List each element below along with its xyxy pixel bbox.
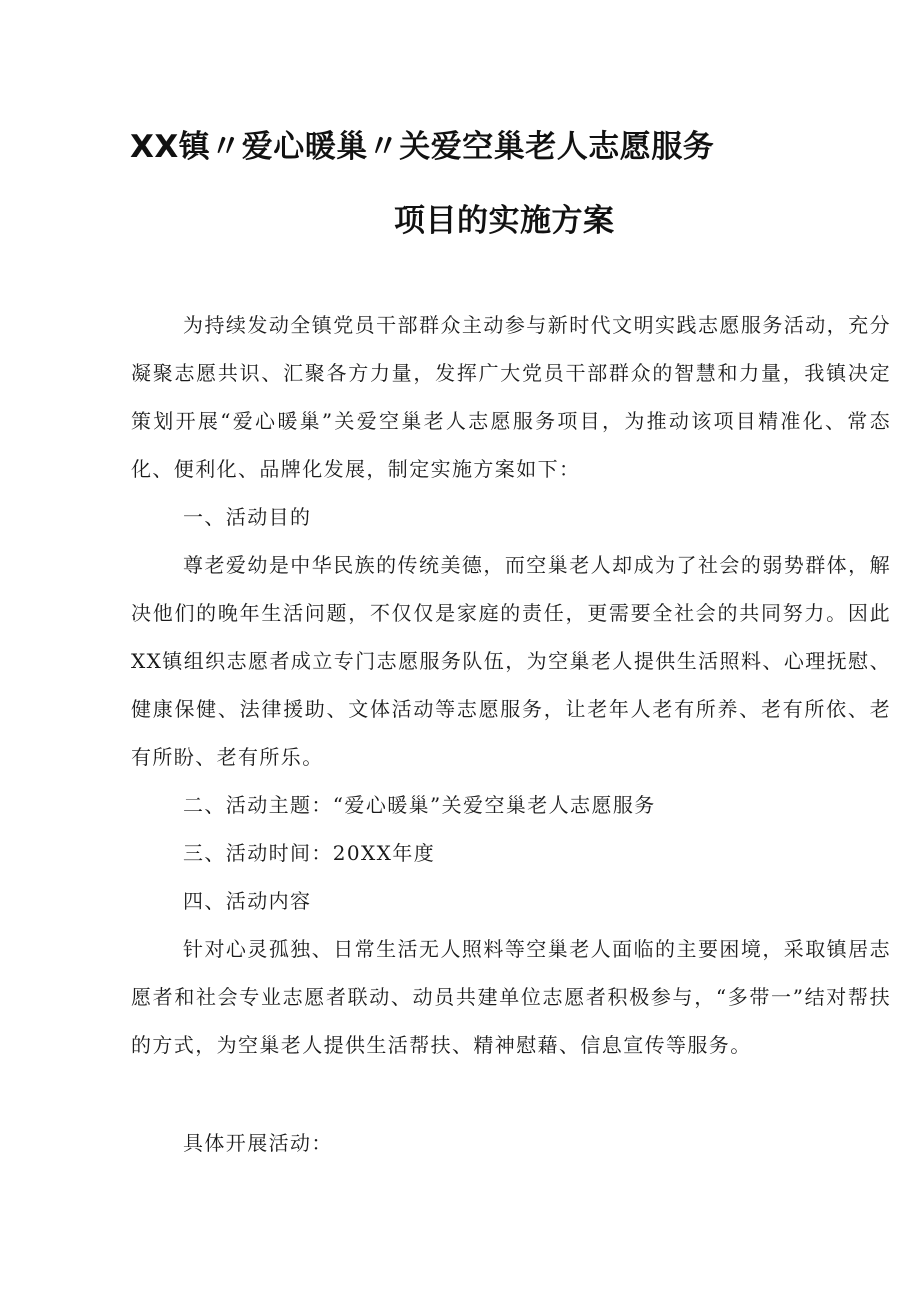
section-4-heading: 四、活动内容: [183, 889, 312, 913]
section-4-heading-block: [131, 877, 891, 925]
section-1-heading: 一、活动目的: [183, 505, 312, 529]
section-2-heading-block: [131, 781, 891, 829]
section-1-paragraph: 尊老爱幼是中华民族的传统美德，而空巢老人却成为了社会的弱势群体，解决他们的晚年生活问题，不仅仅是家庭的责任，更需要全社会的共同努力。因此XX镇组织志愿者成立专门志愿服务队伍，为空巢老人提供生活照料、心理抚慰、健康保健、法律援助、文体活动等志愿服务，让老年人老有所养、老有所依、老有所盼、老有所乐。: [131, 553, 891, 769]
section-3-heading-block: [131, 829, 891, 877]
intro-section: [131, 301, 891, 493]
intro-paragraph: 为持续发动全镇党员干部群众主动参与新时代文明实践志愿服务活动，充分凝聚志愿共识、汇聚各方力量，发挥广大党员干部群众的智慧和力量，我镇决定策划开展“爱心暖巢”关爱空巢老人志愿服务项目，为推动该项目精准化、常态化、便利化、品牌化发展，制定实施方案如下：: [131, 313, 891, 481]
section-2-heading: 二、活动主题：“爱心暖巢”关爱空巢老人志愿服务: [183, 793, 656, 817]
section-1-heading-block: [131, 493, 891, 541]
section-4-body-block: [131, 925, 891, 1069]
document-title-line-2: 项目的实施方案: [394, 203, 615, 239]
section-1-body-block: [131, 541, 891, 781]
activities-label-block: [131, 1119, 891, 1167]
activities-label: 具体开展活动：: [183, 1131, 333, 1155]
section-3-heading: 三、活动时间：20XX年度: [183, 841, 436, 865]
document-title-line-1: XX镇〃爱心暖巢〃关爱空巢老人志愿服务: [130, 129, 715, 165]
section-4-paragraph: 针对心灵孤独、日常生活无人照料等空巢老人面临的主要困境，采取镇居志愿者和社会专业志愿者联动、动员共建单位志愿者积极参与，“多带一”结对帮扶的方式，为空巢老人提供生活帮扶、精神慰藉、信息宣传等服务。: [131, 937, 891, 1057]
